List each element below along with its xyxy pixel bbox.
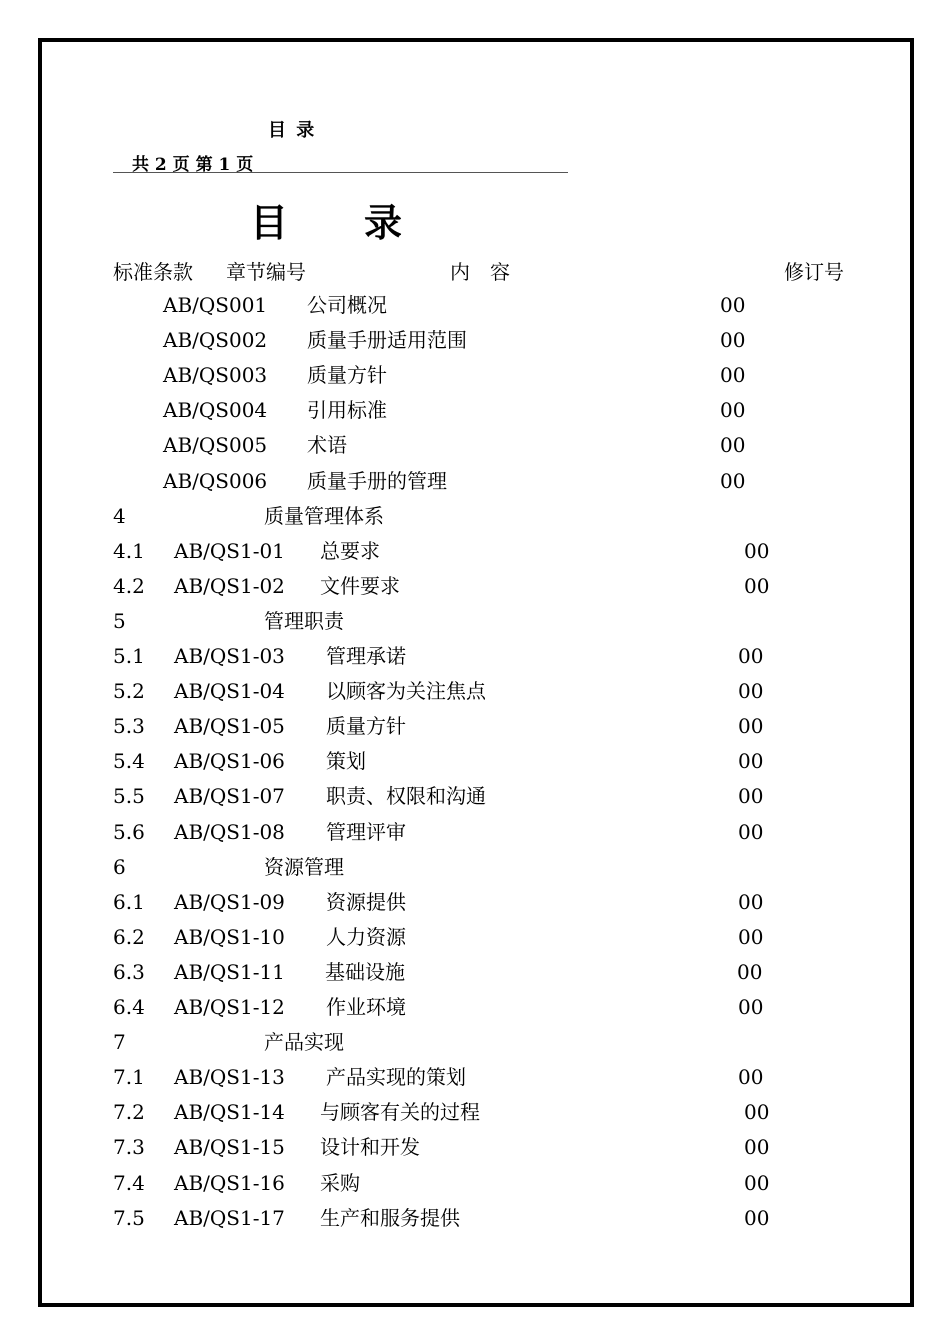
toc-code: AB/QS003 <box>163 363 268 388</box>
toc-title: 策划 <box>326 749 366 774</box>
toc-code: AB/QS1-05 <box>174 714 285 739</box>
toc-clause: 5.4 <box>113 749 145 774</box>
toc-clause: 4 <box>113 503 126 528</box>
toc-revision: 00 <box>738 784 764 809</box>
column-header-clause: 标准条款 <box>113 260 193 284</box>
toc-clause: 5.3 <box>113 714 145 739</box>
toc-clause: 6.1 <box>113 889 145 914</box>
toc-code: AB/QS1-17 <box>174 1205 285 1230</box>
toc-clause: 5.5 <box>113 784 145 809</box>
toc-revision: 00 <box>737 959 763 984</box>
toc-revision: 00 <box>720 293 746 317</box>
toc-title: 管理评审 <box>326 819 406 844</box>
toc-revision: 00 <box>720 363 746 388</box>
toc-clause: 6.4 <box>113 995 145 1019</box>
toc-revision: 00 <box>720 468 746 493</box>
toc-title: 总要求 <box>320 538 380 563</box>
toc-row <box>0 536 950 566</box>
toc-section-row <box>0 606 950 636</box>
toc-row <box>0 746 950 776</box>
column-header-content: 内 容 <box>450 260 510 284</box>
toc-title: 质量手册的管理 <box>307 468 447 493</box>
toc-clause: 5 <box>113 608 126 633</box>
toc-revision: 00 <box>744 573 770 598</box>
toc-section-row <box>0 501 950 531</box>
toc-title: 术语 <box>307 433 347 458</box>
toc-row <box>0 641 950 671</box>
toc-code: AB/QS1-02 <box>174 573 285 598</box>
toc-revision: 00 <box>738 749 764 774</box>
toc-code: AB/QS1-09 <box>174 889 285 914</box>
toc-title: 人力资源 <box>326 924 406 949</box>
toc-revision: 00 <box>744 1205 770 1230</box>
header-page-info: 共 2 页 第 1 页 <box>132 155 254 175</box>
toc-clause: 5.2 <box>113 679 145 704</box>
toc-revision: 00 <box>738 995 764 1019</box>
toc-row <box>0 817 950 847</box>
toc-clause: 5.6 <box>113 819 145 844</box>
toc-title: 质量手册适用范围 <box>307 328 467 353</box>
toc-revision: 00 <box>738 889 764 914</box>
toc-row <box>0 922 950 952</box>
toc-title: 设计和开发 <box>320 1135 420 1160</box>
toc-code: AB/QS1-07 <box>174 784 285 809</box>
toc-title: 产品实现的策划 <box>326 1065 466 1090</box>
toc-section-row <box>0 1027 950 1057</box>
toc-revision: 00 <box>738 1065 764 1090</box>
toc-row <box>0 1062 950 1092</box>
toc-title: 引用标准 <box>307 398 387 423</box>
toc-code: AB/QS1-14 <box>174 1100 285 1125</box>
toc-title: 采购 <box>320 1170 360 1195</box>
toc-row <box>0 1203 950 1233</box>
toc-row <box>0 992 950 1022</box>
toc-revision: 00 <box>720 398 746 423</box>
toc-clause: 6.3 <box>113 959 145 984</box>
toc-row <box>0 360 950 390</box>
column-header-chapter: 章节编号 <box>226 260 306 284</box>
toc-code: AB/QS1-12 <box>174 995 285 1019</box>
toc-title: 以顾客为关注焦点 <box>326 679 486 704</box>
toc-row <box>0 1132 950 1162</box>
toc-title: 资源提供 <box>326 889 406 914</box>
toc-code: AB/QS1-04 <box>174 679 285 704</box>
toc-revision: 00 <box>744 538 770 563</box>
toc-section-row <box>0 852 950 882</box>
toc-clause: 7.4 <box>113 1170 145 1195</box>
header-divider <box>113 172 568 173</box>
toc-revision: 00 <box>738 679 764 704</box>
toc-row <box>0 711 950 741</box>
toc-code: AB/QS1-13 <box>174 1065 285 1090</box>
toc-row <box>0 781 950 811</box>
column-header-revision: 修订号 <box>784 260 844 284</box>
toc-code: AB/QS1-11 <box>174 959 285 984</box>
toc-clause: 7.5 <box>113 1205 145 1230</box>
toc-code: AB/QS1-08 <box>174 819 285 844</box>
toc-title: 职责、权限和沟通 <box>326 784 486 809</box>
toc-row <box>0 395 950 425</box>
toc-revision: 00 <box>744 1135 770 1160</box>
toc-revision: 00 <box>720 433 746 458</box>
toc-code: AB/QS1-10 <box>174 924 285 949</box>
toc-clause: 7 <box>113 1030 126 1055</box>
toc-code: AB/QS1-15 <box>174 1135 285 1160</box>
toc-clause: 7.1 <box>113 1065 145 1090</box>
toc-row <box>0 466 950 496</box>
header-title: 目 录 <box>268 120 317 141</box>
toc-title: 生产和服务提供 <box>320 1205 460 1230</box>
toc-row <box>0 325 950 355</box>
toc-revision: 00 <box>738 924 764 949</box>
toc-title: 质量方针 <box>326 714 406 739</box>
toc-code: AB/QS005 <box>163 433 268 458</box>
toc-row <box>0 571 950 601</box>
toc-title: 文件要求 <box>320 573 400 598</box>
toc-clause: 4.1 <box>113 538 145 563</box>
toc-revision: 00 <box>738 714 764 739</box>
toc-title: 公司概况 <box>307 293 387 317</box>
toc-code: AB/QS006 <box>163 468 268 493</box>
toc-title: 与顾客有关的过程 <box>320 1100 480 1125</box>
toc-row <box>0 957 950 987</box>
toc-title: 产品实现 <box>264 1030 344 1055</box>
toc-clause: 6.2 <box>113 924 145 949</box>
toc-title: 作业环境 <box>326 995 406 1019</box>
toc-row <box>0 430 950 460</box>
toc-code: AB/QS002 <box>163 328 268 353</box>
page-title: 目 录 <box>250 200 403 245</box>
toc-revision: 00 <box>744 1170 770 1195</box>
toc-revision: 00 <box>744 1100 770 1125</box>
toc-row <box>0 1168 950 1198</box>
toc-clause: 4.2 <box>113 573 145 598</box>
toc-row <box>0 1097 950 1127</box>
toc-code: AB/QS001 <box>163 293 268 317</box>
toc-title: 资源管理 <box>264 854 344 879</box>
toc-code: AB/QS004 <box>163 398 268 423</box>
toc-revision: 00 <box>720 328 746 353</box>
toc-title: 管理承诺 <box>326 644 406 668</box>
toc-row <box>0 887 950 917</box>
toc-title: 质量管理体系 <box>264 503 384 528</box>
toc-code: AB/QS1-06 <box>174 749 285 774</box>
toc-row <box>0 290 950 320</box>
toc-code: AB/QS1-16 <box>174 1170 285 1195</box>
toc-title: 基础设施 <box>325 959 405 984</box>
toc-title: 质量方针 <box>307 363 387 388</box>
toc-clause: 5.1 <box>113 644 145 668</box>
toc-clause: 7.2 <box>113 1100 145 1125</box>
toc-clause: 7.3 <box>113 1135 145 1160</box>
toc-revision: 00 <box>738 819 764 844</box>
toc-title: 管理职责 <box>264 608 344 633</box>
toc-row <box>0 676 950 706</box>
toc-revision: 00 <box>738 644 764 668</box>
toc-code: AB/QS1-01 <box>174 538 285 563</box>
toc-code: AB/QS1-03 <box>174 644 285 668</box>
toc-clause: 6 <box>113 854 126 879</box>
